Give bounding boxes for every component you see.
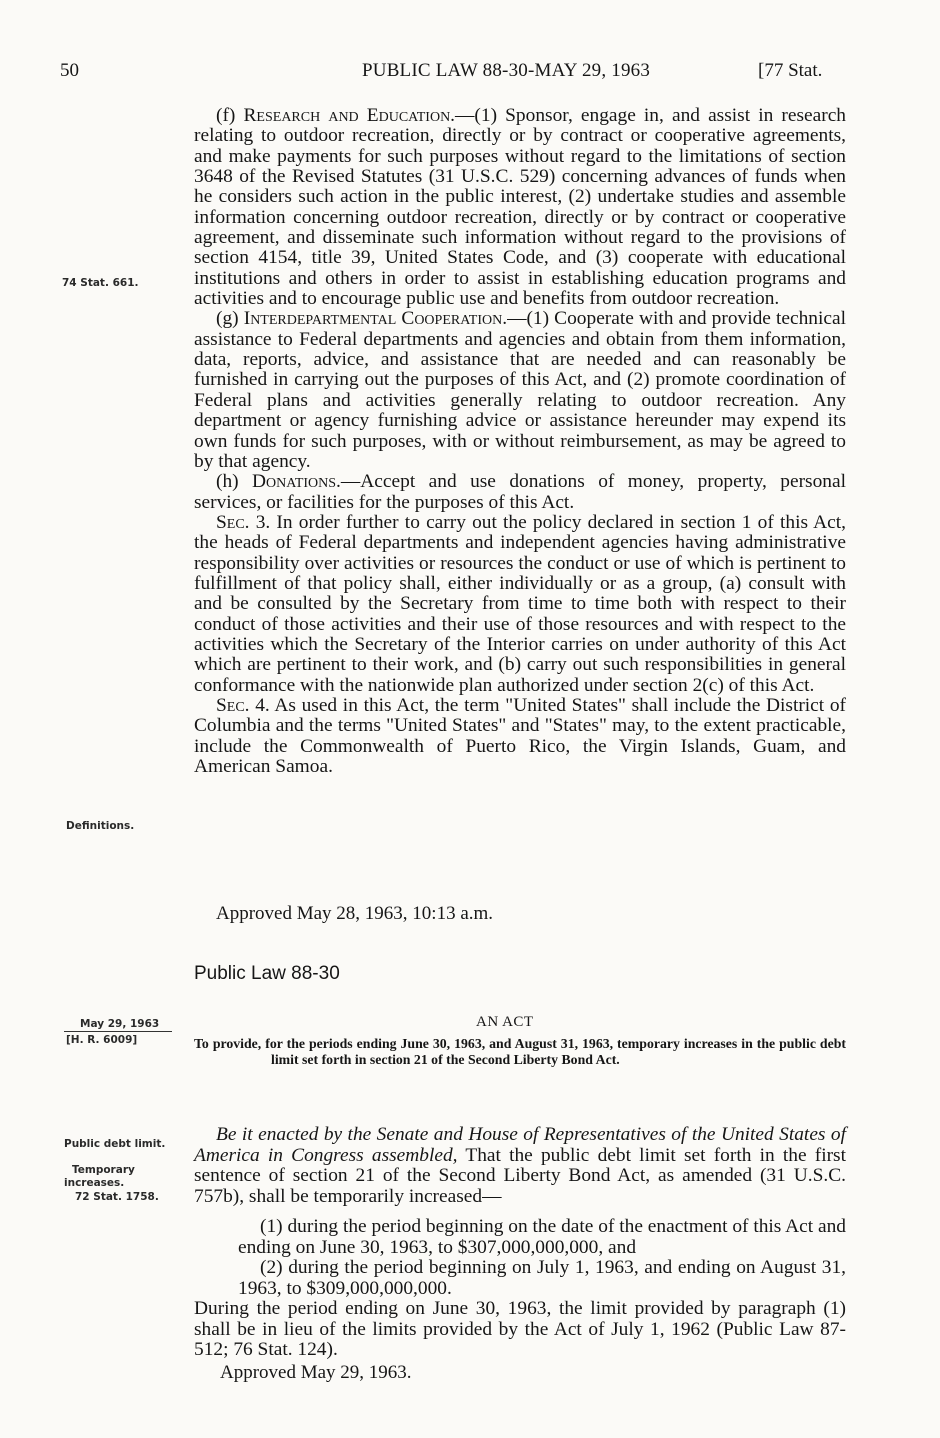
section-4-label: Sec. 4. bbox=[216, 694, 270, 716]
margin-note-public-debt-limit: Public debt limit. bbox=[64, 1138, 166, 1150]
an-act-heading: AN ACT bbox=[476, 1014, 534, 1030]
margin-note-temporary-increases: Temporary increases. bbox=[64, 1164, 135, 1189]
heading-interdepartmental: Interdepartmental Cooperation. bbox=[243, 308, 508, 330]
heading-research-education: Research and Education. bbox=[243, 105, 456, 126]
during-paragraph bbox=[194, 1299, 846, 1361]
section-3 bbox=[194, 513, 846, 696]
section-3-text: In order further to carry out the policy declared in section 1 of this Act, the heads of Federal departments and independent agencies having administrative responsibility over activities or resources the conduct or use of which is pertinent to fulfillment of that policy shall, either individually or as a group, (a) consult with and be consulted by the Secretary from time to time both with respect to their conduct of those activities and their use of those resources and with respect to the activities which the Secretary of the Interior carries on under authority of this Act which are pertinent to their work, and (b) carry out such responsibilities in general conformance with the nationwide plan authorized under section 2(c) of this Act. bbox=[194, 511, 846, 696]
item-2 bbox=[194, 1258, 846, 1299]
approval-line-1: Approved May 28, 1963, 10:13 a.m. bbox=[216, 903, 494, 924]
margin-note-stat-661: 74 Stat. 661. bbox=[62, 277, 139, 289]
enacting-paragraph bbox=[194, 1125, 846, 1207]
heading-donations: Donations. bbox=[252, 471, 341, 493]
section-3-label: Sec. 3. bbox=[216, 511, 271, 533]
enacting-body: That the public debt limit set forth in the first sentence of section 21 of the Second Liberty Bond Act, as amended (31 U.S.C. 757b), shall be temporarily increased— bbox=[194, 1144, 846, 1207]
item-1 bbox=[194, 1217, 846, 1258]
page-number: 50 bbox=[60, 60, 79, 81]
item-1-text: (1) during the period beginning on the date of the enactment of this Act and ending on June 30, 1963, to $307,000,000,000, and bbox=[238, 1216, 846, 1258]
margin-note-bill: [H. R. 6009] bbox=[66, 1034, 138, 1046]
section-2-continued bbox=[194, 106, 846, 777]
public-law-title: Public Law 88-30 bbox=[194, 963, 340, 984]
running-title: PUBLIC LAW 88-30-MAY 29, 1963 bbox=[362, 60, 651, 81]
paragraph-g: (g) Interdepartmental Cooperation.—(1) Cooperate with and provide technical assistance to Federal departments and agencies and obtain from them information, data, reports, advice, and assistance that are needed and can reasonably be furnished in carrying out the purposes of this Act, and (2) promote coordination of Federal plans and activities generally relating to outdoor recreation. Any department or agency furnishing advice or assistance hereunder may expend its own funds for such purposes, with or without reimbursement, as may be agreed to by that agency. bbox=[194, 308, 846, 472]
section-4-text: As used in this Act, the term "United States" shall include the District of Columbia and the terms "United States" and "States" may, to the extent practicable, include the Commonwealth of Puerto Rico, the Virgin Islands, Guam, and American Samoa. bbox=[194, 694, 846, 777]
item-2-text: (2) during the period beginning on July 1, 1963, and ending on August 31, 1963, to $309,000,000,000. bbox=[238, 1257, 846, 1299]
page-header bbox=[0, 60, 940, 90]
paragraph-f: (f) Research and Education.—(1) Sponsor, engage in, and assist in research relating to outdoor recreation, directly or by contract or cooperative agreements, and make payments for such purposes without regard to the limitations of section 3648 of the Revised Statutes (31 U.S.C. 529) concerning advances of funds when he considers such action in the public interest, (2) undertake studies and assemble information concerning outdoor recreation, directly or by contract or cooperative agreement, and disseminate such information without regard to the provisions of section 4154, title 39, United States Code, and (3) cooperate with educational institutions and others in order to assist in establishing education programs and activities and to encourage public use and benefits from outdoor recreation. bbox=[194, 105, 846, 310]
act-purpose bbox=[194, 1036, 846, 1068]
margin-note-stat-1758: 72 Stat. 1758. bbox=[75, 1191, 159, 1203]
paragraph-f-text: —(1) Sponsor, engage in, and assist in research relating to outdoor recreation, directly or by contract or cooperative agreements, and make payments for such purposes without regard to the limitations of section 3648 of the Revised Statutes (31 U.S.C. 529) concerning advances of funds when he considers such action in the public interest, (2) undertake studies and assemble information concerning outdoor recreation, directly or by contract or cooperative agreement, and disseminate such information without regard to the provisions of section 4154, title 39, United States Code, and (3) cooperate with educational institutions and others in order to assist in establishing education programs and activities and to encourage public use and benefits from outdoor recreation. bbox=[194, 105, 846, 310]
paragraph-g-text: —(1) Cooperate with and provide technical assistance to Federal departments and agencies and obtain from them information, data, reports, advice, and assistance that are needed and can reasonably be furnished in carrying out the purposes of this Act, and (2) promote coordination of Federal plans and activities generally relating to outdoor recreation. Any department or agency furnishing advice or assistance hereunder may expend its own funds for such purposes, with or without reimbursement, as may be agreed to by that agency. bbox=[194, 308, 846, 472]
during-paragraph-text: During the period ending on June 30, 1963, the limit provided by paragraph (1) shall be in lieu of the limits provided by the Act of July 1, 1962 (Public Law 87-512; 76 Stat. 124). bbox=[194, 1298, 846, 1361]
act-purpose-text: To provide, for the periods ending June 30, 1963, and August 31, 1963, temporary increases in the public debt limit set forth in section 21 of the Second Liberty Bond Act. bbox=[194, 1036, 846, 1067]
paragraph-h: (h) Donations.—Accept and use donations of money, property, personal services, or facilities for the purposes of this Act. bbox=[194, 471, 846, 513]
margin-note-definitions: Definitions. bbox=[66, 820, 135, 832]
margin-divider bbox=[64, 1031, 172, 1032]
section-4 bbox=[194, 696, 846, 777]
enacting-clause: Be it enacted by the Senate and House of Representatives of the United States of America in Congress assembled, bbox=[194, 1124, 846, 1166]
paragraph-h-text: —Accept and use donations of money, property, personal services, or facilities for the purposes of this Act. bbox=[194, 471, 846, 513]
margin-note-date: May 29, 1963 bbox=[80, 1018, 160, 1030]
approval-line-2: Approved May 29, 1963. bbox=[220, 1362, 412, 1383]
statute-volume: [77 Stat. bbox=[758, 60, 823, 81]
